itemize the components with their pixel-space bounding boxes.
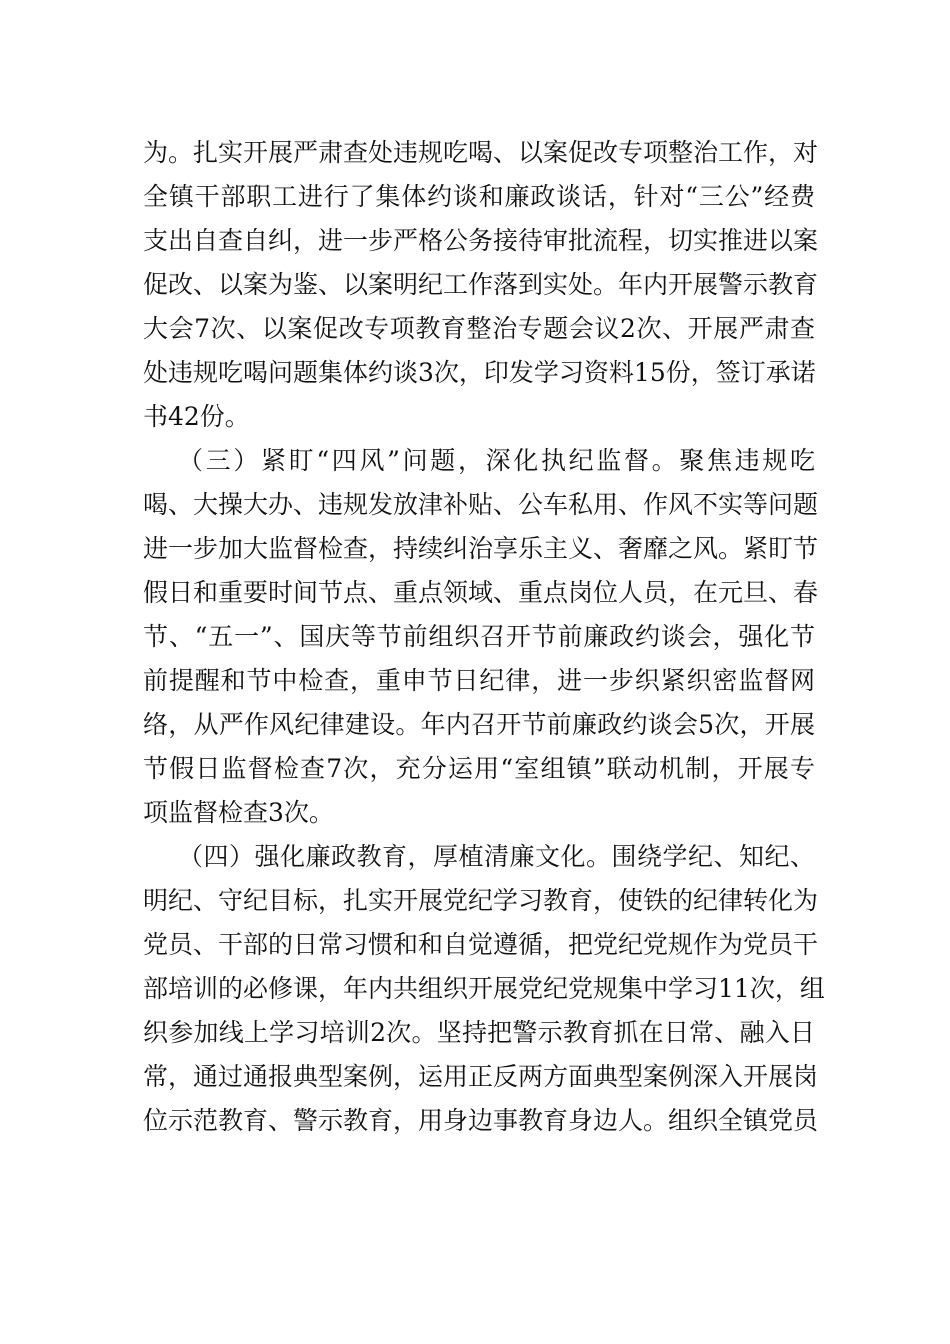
- text-line: 络，从严作风纪律建设。年内召开节前廉政约谈会5次，开展: [143, 710, 815, 739]
- text-line: 节假日监督检查7次，充分运用“室组镇”联动机制，开展专: [143, 754, 815, 783]
- text-line: 大会7次、以案促改专项教育整治专题会议2次、开展严肃查: [143, 314, 815, 343]
- text-line: 项监督检查3次。: [143, 798, 334, 827]
- text-line: 书42份。: [143, 402, 250, 431]
- text-line: 喝、大操大办、违规发放津补贴、公车私用、作风不实等问题: [143, 490, 819, 519]
- text-line: 前提醒和节中检查，重申节日纪律，进一步织紧织密监督网: [143, 666, 815, 695]
- text-line: 假日和重要时间节点、重点领域、重点岗位人员，在元旦、春: [143, 578, 819, 607]
- text-line: 进一步加大监督检查，持续纠治享乐主义、奢靡之风。紧盯节: [143, 534, 819, 563]
- text-line: 促改、以案为鉴、以案明纪工作落到实处。年内开展警示教育: [143, 270, 819, 299]
- section-heading-line: （三）紧盯“四风”问题，深化执纪监督。聚焦违规吃: [178, 446, 815, 475]
- text-line: 处违规吃喝问题集体约谈3次，印发学习资料15份，签订承诺: [143, 358, 816, 387]
- text-line: 位示范教育、警示教育，用身边事教育身边人。组织全镇党员: [143, 1106, 819, 1135]
- text-line: 支出自查自纠，进一步严格公务接待审批流程，切实推进以案: [143, 226, 819, 255]
- text-line: 织参加线上学习培训2次。坚持把警示教育抓在日常、融入日: [143, 1018, 815, 1047]
- text-line: 党员、干部的日常习惯和和自觉遵循，把党纪党规作为党员干: [143, 930, 819, 959]
- section-heading-line: （四）强化廉政教育，厚植清廉文化。围绕学纪、知纪、: [178, 842, 815, 871]
- text-line: 节、“五一”、国庆等节前组织召开节前廉政约谈会，强化节: [143, 622, 815, 651]
- text-line: 全镇干部职工进行了集体约谈和廉政谈话，针对“三公”经费: [143, 182, 815, 211]
- text-line: 明纪、守纪目标，扎实开展党纪学习教育，使铁的纪律转化为: [143, 886, 819, 915]
- text-line: 常，通过通报典型案例，运用正反两方面典型案例深入开展岗: [143, 1062, 819, 1091]
- text-line: 为。扎实开展严肃查处违规吃喝、以案促改专项整治工作，对: [143, 138, 819, 167]
- text-line: 部培训的必修课，年内共组织开展党纪党规集中学习11次，组: [143, 974, 825, 1003]
